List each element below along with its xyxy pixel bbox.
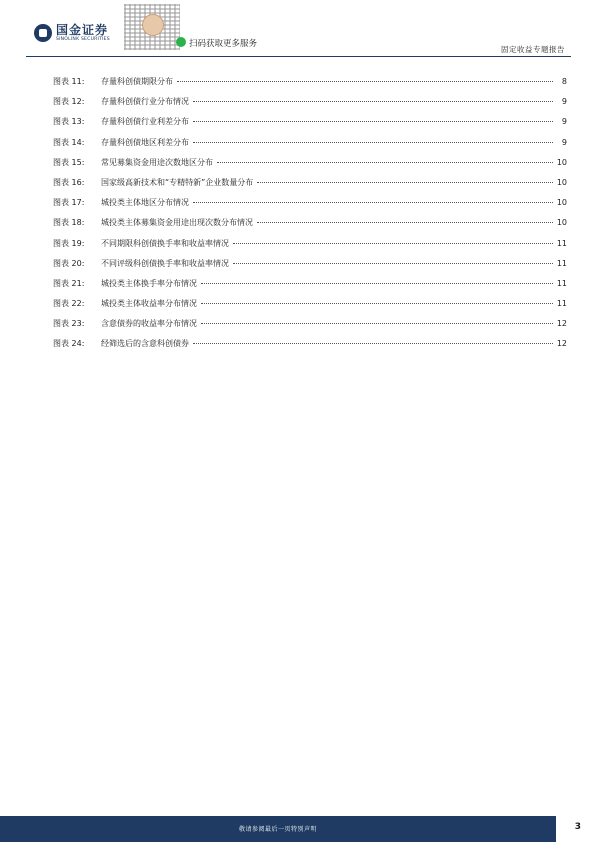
logo-text (56, 24, 110, 43)
toc-leader-dots (201, 323, 553, 324)
toc-entry[interactable] (53, 157, 567, 177)
wechat-icon (176, 37, 186, 47)
toc-entry[interactable] (53, 116, 567, 136)
toc-entry[interactable] (53, 197, 567, 217)
toc-label: 图表 21: (53, 278, 85, 288)
report-category: 固定收益专题报告 (501, 45, 565, 54)
toc-leader-dots (193, 142, 553, 143)
toc-title: 含意债券的收益率分布情况 (101, 319, 197, 329)
toc-leader-dots (193, 202, 553, 203)
company-logo (34, 24, 110, 43)
toc-page-number: 10 (556, 177, 567, 187)
toc-leader-dots (193, 121, 553, 122)
toc-entry[interactable] (53, 217, 567, 237)
toc-page-number: 10 (556, 198, 567, 208)
toc-label: 图表 11: (53, 77, 85, 86)
toc-title: 城投类主体地区分布情况 (101, 198, 189, 208)
page-header (0, 0, 595, 60)
toc-entry[interactable] (53, 338, 567, 358)
toc-leader-dots (177, 81, 553, 82)
toc-entry[interactable] (53, 76, 567, 96)
toc-title: 城投类主体换手率分布情况 (101, 278, 197, 288)
toc-title: 常见募集资金用途次数地区分布 (101, 157, 213, 167)
toc-entry[interactable] (53, 318, 567, 338)
toc-entry[interactable] (53, 177, 567, 197)
toc-label: 图表 18: (53, 218, 85, 228)
toc-leader-dots (201, 283, 553, 284)
toc-entry[interactable] (53, 137, 567, 157)
toc-title: 存量科创债行业利差分布 (101, 117, 189, 127)
toc-page-number: 9 (561, 97, 567, 107)
toc-page-number: 9 (561, 137, 567, 147)
toc-leader-dots (233, 243, 553, 244)
toc-leader-dots (193, 101, 553, 102)
toc-entry[interactable] (53, 298, 567, 318)
toc-leader-dots (201, 303, 553, 304)
toc-page-number: 10 (556, 218, 567, 228)
toc-title: 城投类主体收益率分布情况 (101, 299, 197, 309)
toc-label: 图表 22: (53, 299, 85, 309)
header-divider (26, 56, 571, 57)
toc-entry[interactable] (53, 238, 567, 258)
toc-page-number: 11 (556, 238, 567, 248)
toc-leader-dots (257, 182, 553, 183)
toc-title: 存量科创债地区利差分布 (101, 137, 189, 147)
toc-label: 图表 14: (53, 137, 85, 147)
toc-page-number: 12 (556, 319, 567, 329)
toc-page-number: 11 (556, 299, 567, 309)
page-number: 3 (574, 822, 581, 832)
toc-title: 不同期限科创债换手率和收益率情况 (101, 238, 229, 248)
table-of-figures (53, 76, 567, 359)
scan-prompt: 扫码获取更多服务 (189, 39, 258, 49)
toc-label: 图表 19: (53, 238, 85, 248)
logo-name-en: SINOLINK SECURITIES (56, 37, 110, 42)
toc-leader-dots (257, 222, 553, 223)
toc-label: 图表 12: (53, 97, 85, 107)
toc-leader-dots (217, 162, 553, 163)
logo-name-cn: 国金证券 (56, 23, 109, 37)
toc-entry[interactable] (53, 278, 567, 298)
toc-entry[interactable] (53, 258, 567, 278)
toc-title: 存量科创债期限分布 (101, 77, 173, 86)
qr-badge-icon (142, 14, 164, 36)
toc-page-number: 11 (556, 278, 567, 288)
toc-label: 图表 24: (53, 339, 85, 349)
toc-leader-dots (193, 343, 553, 344)
toc-page-number: 9 (561, 117, 567, 127)
toc-title: 不同评级科创债换手率和收益率情况 (101, 258, 229, 268)
toc-page-number: 11 (556, 258, 567, 268)
toc-label: 图表 17: (53, 198, 85, 208)
toc-title: 城投类主体募集资金用途出现次数分布情况 (101, 218, 253, 228)
toc-title: 经筛选后的含意科创债券 (101, 339, 189, 349)
toc-page-number: 8 (561, 77, 567, 86)
toc-title: 国家级高新技术和“专精特新”企业数量分布 (101, 177, 254, 187)
toc-label: 图表 15: (53, 157, 85, 167)
toc-label: 图表 23: (53, 319, 85, 329)
toc-title: 存量科创债行业分布情况 (101, 97, 189, 107)
toc-page-number: 12 (556, 339, 567, 349)
toc-page-number: 10 (556, 157, 567, 167)
logo-mark-icon (34, 24, 52, 42)
toc-label: 图表 13: (53, 117, 85, 127)
toc-entry[interactable] (53, 96, 567, 116)
footer-disclaimer: 敬请参阅最后一页特别声明 (238, 826, 317, 833)
toc-label: 图表 16: (53, 177, 85, 187)
toc-label: 图表 20: (53, 258, 85, 268)
toc-leader-dots (233, 263, 553, 264)
